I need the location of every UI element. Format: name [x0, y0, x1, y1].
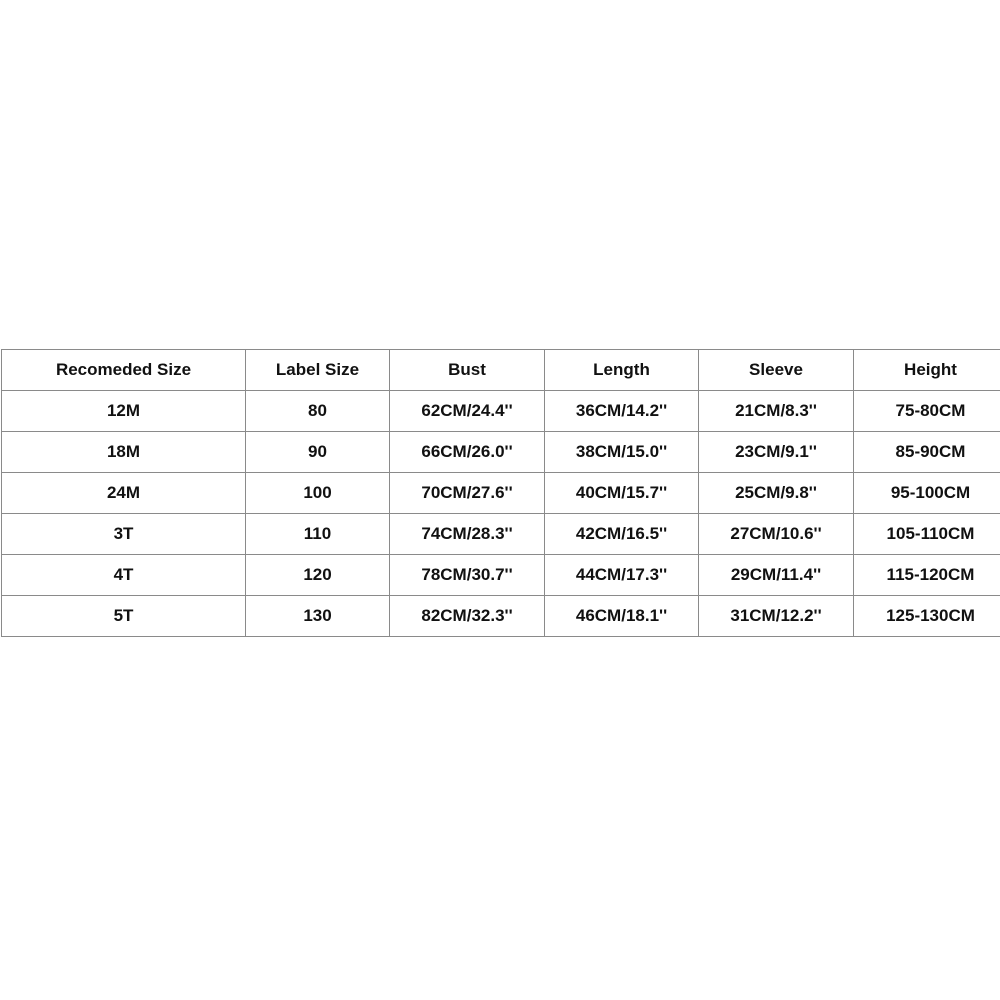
cell-height: 105-110CM: [854, 514, 1000, 555]
header-bust: Bust: [390, 350, 545, 391]
cell-height: 75-80CM: [854, 391, 1000, 432]
cell-sleeve: 25CM/9.8'': [699, 473, 854, 514]
cell-bust: 62CM/24.4'': [390, 391, 545, 432]
cell-bust: 78CM/30.7'': [390, 555, 545, 596]
table-row: [2, 432, 1000, 473]
cell-sleeve: 29CM/11.4'': [699, 555, 854, 596]
table-row: [2, 514, 1000, 555]
cell-length: 42CM/16.5'': [545, 514, 699, 555]
cell-bust: 66CM/26.0'': [390, 432, 545, 473]
cell-label-size: 80: [246, 391, 390, 432]
cell-label-size: 130: [246, 596, 390, 637]
cell-height: 115-120CM: [854, 555, 1000, 596]
cell-label-size: 110: [246, 514, 390, 555]
table-row: [2, 391, 1000, 432]
table-row: [2, 596, 1000, 637]
cell-recommended-size: 3T: [2, 514, 246, 555]
cell-recommended-size: 18M: [2, 432, 246, 473]
cell-height: 95-100CM: [854, 473, 1000, 514]
cell-length: 40CM/15.7'': [545, 473, 699, 514]
cell-length: 36CM/14.2'': [545, 391, 699, 432]
cell-sleeve: 31CM/12.2'': [699, 596, 854, 637]
table-row: [2, 473, 1000, 514]
cell-bust: 70CM/27.6'': [390, 473, 545, 514]
cell-label-size: 100: [246, 473, 390, 514]
header-height: Height: [854, 350, 1000, 391]
size-chart-table: [1, 349, 1000, 637]
table-row: [2, 555, 1000, 596]
size-chart-header: [2, 350, 1000, 391]
header-label-size: Label Size: [246, 350, 390, 391]
cell-bust: 82CM/32.3'': [390, 596, 545, 637]
cell-sleeve: 27CM/10.6'': [699, 514, 854, 555]
cell-recommended-size: 5T: [2, 596, 246, 637]
cell-recommended-size: 24M: [2, 473, 246, 514]
cell-length: 46CM/18.1'': [545, 596, 699, 637]
header-recommended-size: Recomeded Size: [2, 350, 246, 391]
cell-recommended-size: 12M: [2, 391, 246, 432]
cell-length: 38CM/15.0'': [545, 432, 699, 473]
size-chart-body: [2, 391, 1000, 637]
header-row: [2, 350, 1000, 391]
cell-label-size: 90: [246, 432, 390, 473]
cell-label-size: 120: [246, 555, 390, 596]
cell-sleeve: 23CM/9.1'': [699, 432, 854, 473]
cell-height: 85-90CM: [854, 432, 1000, 473]
cell-sleeve: 21CM/8.3'': [699, 391, 854, 432]
cell-length: 44CM/17.3'': [545, 555, 699, 596]
header-length: Length: [545, 350, 699, 391]
cell-recommended-size: 4T: [2, 555, 246, 596]
cell-height: 125-130CM: [854, 596, 1000, 637]
cell-bust: 74CM/28.3'': [390, 514, 545, 555]
header-sleeve: Sleeve: [699, 350, 854, 391]
